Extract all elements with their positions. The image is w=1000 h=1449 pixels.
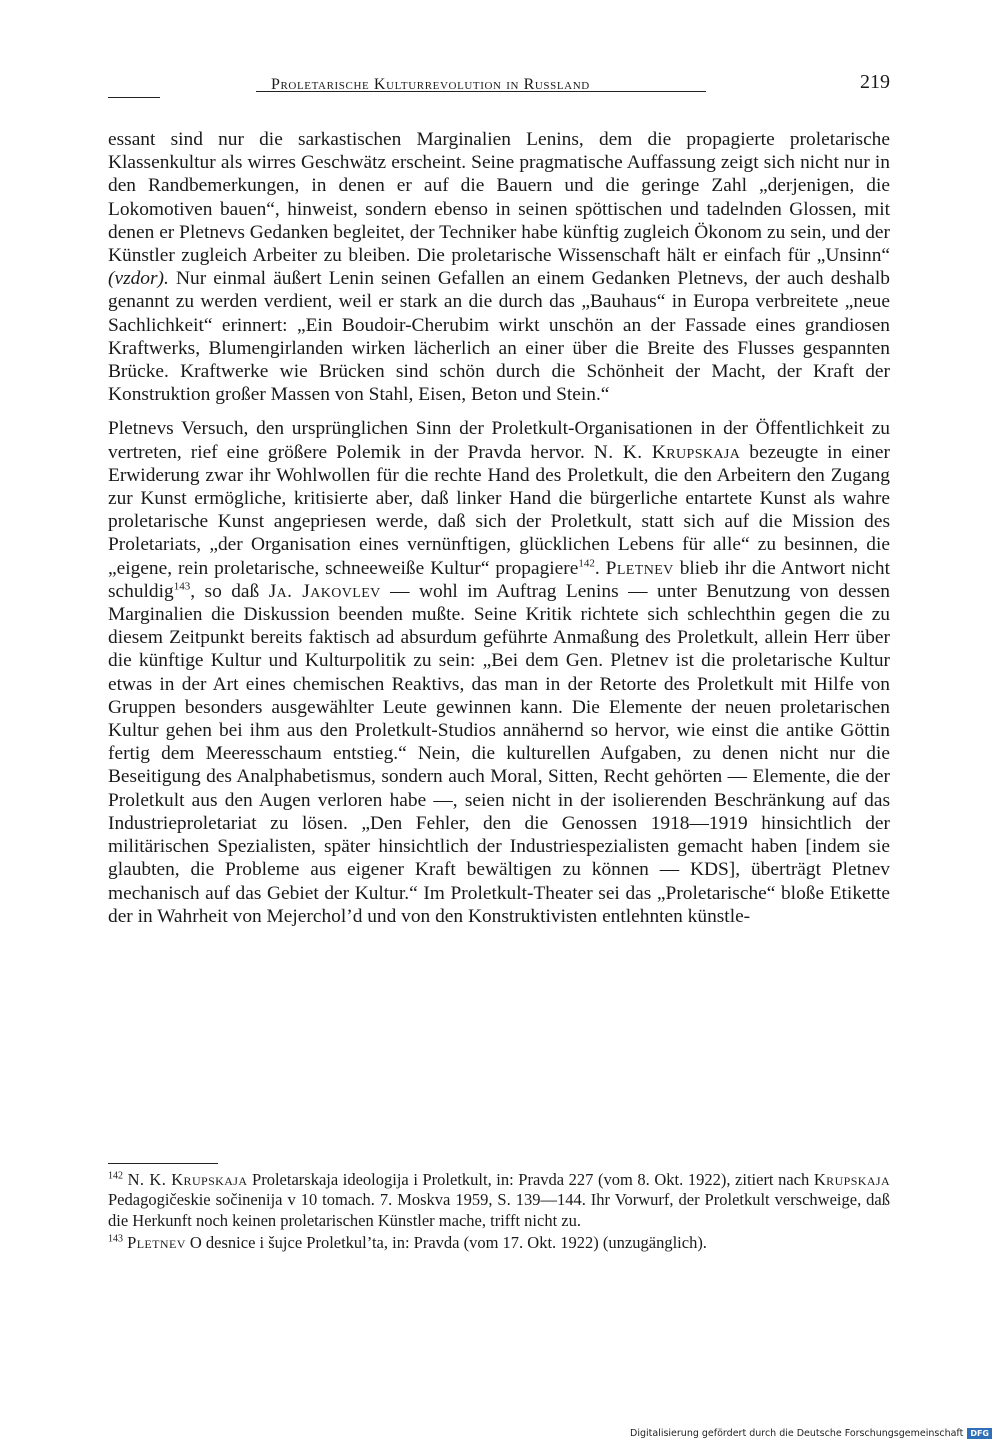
author-name: Ja. Jakovlev [268, 580, 381, 602]
page-number: 219 [860, 71, 890, 93]
footnote-number: 142 [108, 1170, 123, 1182]
footnote-143: $^{143}$ Pletnev O desnice i šujce Proletkul’ta, in: Pravda (vom 17. Okt. 1922) (unzugänglich). [108, 1233, 707, 1253]
footnote-ref-142[interactable]: 142 [578, 557, 595, 570]
footnote-ref-143[interactable]: 143 [173, 580, 191, 593]
italic-term: (vzdor). [108, 268, 169, 290]
page-header [108, 66, 890, 102]
dfg-logo: DFG [967, 1428, 992, 1439]
footnote-rule [108, 1163, 218, 1164]
footnote-142: $^{142}$ N. K. Krupskaja Proletarskaja ideologija i Proletkult, in: Pravda 227 (vom 8. Okt. 1922), zitiert nach Krupskaja Pedagogičeskie sočinenija v 10 tomach. 7. Moskva 1959, S. 139—144. Ihr Vorwurf, der Proletkult verschweige, daß die Herkunft noch keinen proletarischen Künstler mache, trifft nicht zu. [108, 1170, 891, 1230]
paragraph-1: essant sind nur die sarkastischen Marginalien Lenins, dem die propagierte proletarische Klassenkultur als wirres Geschwätz erscheint. Seine pragmatische Auffassung zeigt sich nicht nur in den Randbemerkungen, in denen er auf die Bauern und die geringe Zahl „derjenigen, die Lokomotiven bauen“, hinweist, sondern ebenso in seinen spöttischen und tadelnden Glossen, mit denen er Pletnevs Gedanken begleitet, der Techniker habe künftig zugleich Ökonom zu sein, und der Künstler zugleich Arbeiter zu bleiben. Die proletarische Wissenschaft hält er einfach für „Unsinn“ (vzdor). Nur einmal äußert Lenin seinen Gefallen an einem Gedanken Pletnevs, der auch deshalb genannt zu werden verdient, weil er stark an die durch das „Bauhaus“ in Europa verbreitete „neue Sachlichkeit“ erinnert: „Ein Boudoir-Cherubim wirkt unschön an der Fassade eines grandiosen Kraftwerks, Blumengirlanden wirken lächerlich an einer über die Breite des Flusses gespannten Brücke. Kraftwerke wie Brücken sind schön durch die Schönheit der Macht, der Kraft der Konstruktion großer Massen von Stahl, Eisen, Beton und Stein.“ [108, 129, 890, 406]
digitization-credit [630, 1428, 992, 1439]
credit-text: Digitalisierung gefördert durch die Deutsche Forschungsgemeinschaft [630, 1428, 964, 1439]
body-text [108, 128, 890, 928]
author-name: Pletnev [605, 557, 674, 579]
header-rule-left [108, 97, 160, 98]
running-title: Proletarische Kulturrevolution in Russland [271, 76, 590, 93]
footnote-number: 143 [108, 1233, 123, 1245]
footnotes [108, 1170, 890, 1254]
paragraph-2: Pletnevs Versuch, den ursprünglichen Sinn der Proletkult-Organisationen in der Öffentlichkeit zu vertreten, rief eine größere Polemik in der Pravda hervor. N. K. Krupskaja bezeugte in einer Erwiderung zwar ihr Wohlwollen für die rechte Hand des Proletkult, die den Arbeitern den Zugang zur Kunst ermögliche, kritisierte aber, daß linker Hand die bürgerliche entartete Kunst als wahre proletarische Kunst angepriesen werde, daß sich der Proletkult, statt sich auf die Mission des Proletariats, „der Organisation eines vernünftigen, glücklichen Lebens für alle“ zu besinnen, die „eigene, rein proletarische, schneeweiße Kultur“ propagiere$^{142}$. Pletnev blieb ihr die Antwort nicht schuldig$^{143}$, so daß Ja. Jakovlev — wohl im Auftrag Lenins — unter Benutzung von dessen Marginalien die Diskussion beenden mußte. Seine Kritik richtete sich schlechthin gegen die zu diesem Zeitpunkt bereits faktisch ad absurdum geführte Anmaßung des Proletkult, allein Herr über die künftige Kultur und Kulturpolitik zu sein: „Bei dem Gen. Pletnev ist die proletarische Kultur etwas in der Art eines chemischen Reaktivs, das man in der Retorte des Proletkult mit Hilfe von Gruppen besonders ausgewählter Leute gewinnen kann. Die Elemente der neuen proletarischen Kultur gehen bei ihm aus den Proletkult-Studios annähernd so hervor, wie einst die antike Göttin fertig dem Meeresschaum entstieg.“ Nein, die kulturellen Aufgaben, zu denen nicht nur die Beseitigung des Analphabetismus, sondern auch Moral, Sitten, Recht gehörten — Elemente, die der Proletkult aus den Augen verloren habe —, seien nicht in der isolierenden Beschränkung auf das Industrieproletariat zu lösen. „Den Fehler, den die Genossen 1918—1919 hinsichtlich der militärischen Spezialisten, später hinsichtlich der Industriespezialisten gemacht haben [indem sie glaubten, die Probleme aus eigener Kraft bewältigen zu können — KDS], überträgt Pletnev mechanisch auf das Gebiet der Kultur.“ Im Proletkult-Theater sei das „Proletarische“ bloße Etikette der in Wahrheit von Mejerchol’d und von den Konstruktivisten entlehnten künstle- [108, 418, 890, 927]
header-rule [256, 91, 706, 92]
author-name: N. K. Krupskaja [593, 441, 741, 463]
